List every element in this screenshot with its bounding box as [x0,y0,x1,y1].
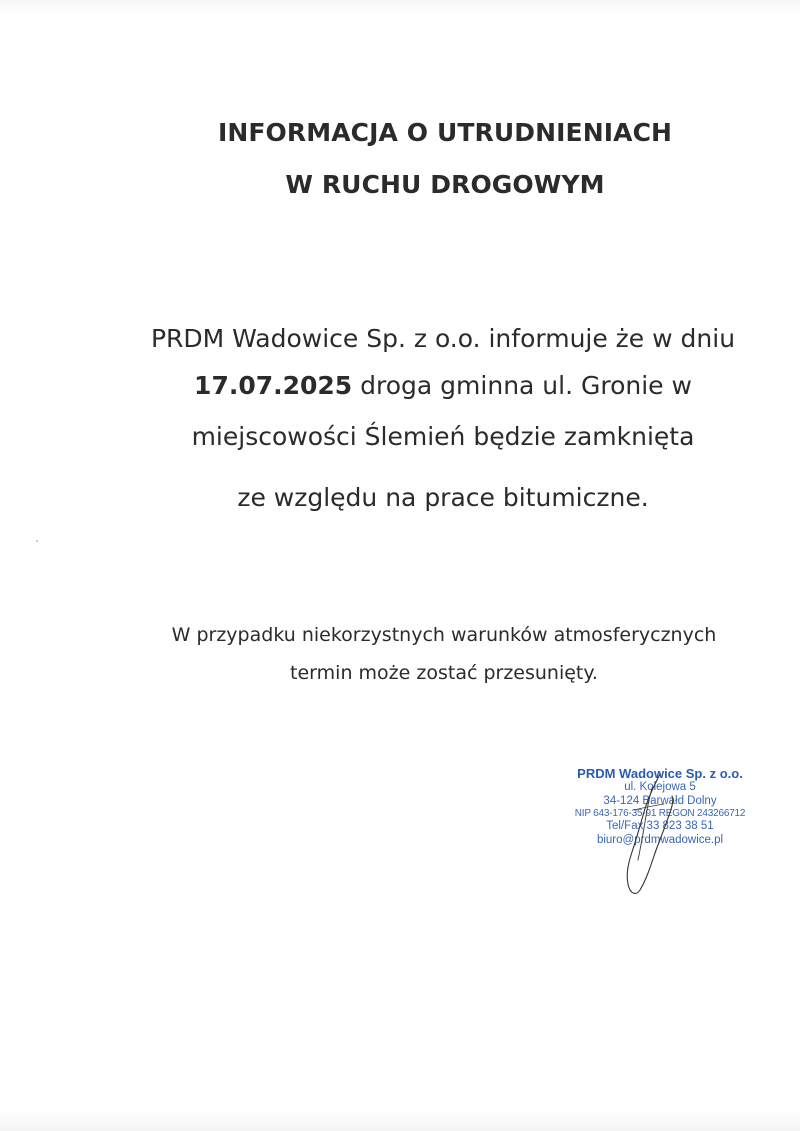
stamp-ids: NIP 643-176-35-91 REGON 243266712 [574,808,746,820]
note-line-1: W przypadku niekorzystnych warunków atmosferycznych [171,624,717,646]
title-line-1: INFORMACJA O UTRUDNIENIACH [217,118,673,147]
body-line-2 [0,371,800,400]
body-line-1: PRDM Wadowice Sp. z o.o. informuje że w dniu [150,324,736,353]
stamp-postal: 34-124 Barwałd Dolny [603,794,717,807]
note-line-2: termin może zostać przesunięty. [290,662,598,684]
stamp-street: ul. Kolejowa 5 [624,781,696,794]
scan-speck [36,540,38,542]
title-line-2: W RUCHU DROGOWYM [285,170,605,199]
body-line-3: miejscowości Ślemień będzie zamknięta [191,422,695,451]
stamp-phone: Tel/Fax 33 823 38 51 [606,820,714,833]
stamp-company-name: PRDM Wadowice Sp. z o.o. [577,766,743,781]
handwritten-signature [608,768,688,908]
body-line-4: ze względu na prace bitumiczne. [237,483,649,512]
closure-date: 17.07.2025 [194,371,353,400]
stamp-email: biuro@prdmwadowice.pl [596,833,724,846]
body-line-2-rest: droga gminna ul. Gronie w [352,371,692,400]
